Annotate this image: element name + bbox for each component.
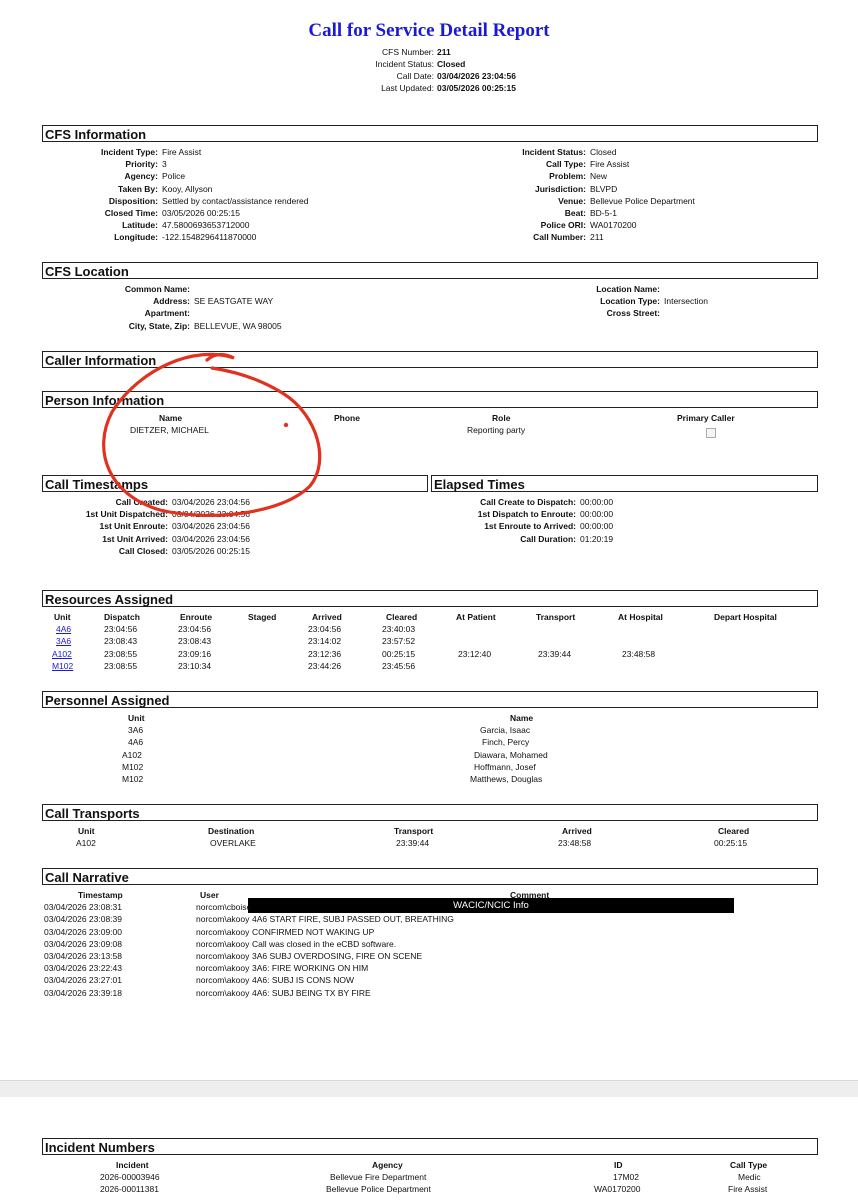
- table-row: [42, 1183, 818, 1195]
- field-value: Police: [162, 171, 186, 182]
- cfs-info-left: [60, 146, 308, 244]
- cell: 23:45:56: [382, 660, 416, 671]
- cell: 4A6 START FIRE, SUBJ PASSED OUT, BREATHING: [252, 914, 454, 925]
- table-row: [42, 761, 818, 773]
- cell: 3A6: FIRE WORKING ON HIM: [252, 963, 369, 974]
- cell: 03/04/2026 23:08:31: [44, 902, 122, 913]
- field-value: Intersection: [664, 296, 708, 307]
- header-label: Incident Status:: [375, 59, 434, 69]
- field-label: Agency:: [124, 171, 158, 182]
- cell: Hoffmann, Josef: [474, 761, 536, 772]
- cell: 4A6: SUBJ IS CONS NOW: [252, 975, 355, 986]
- header-value: Closed: [437, 59, 466, 69]
- table-row: [42, 749, 818, 761]
- header-value: 03/05/2026 00:25:15: [437, 83, 516, 93]
- cell: Call was closed in the eCBD software.: [252, 938, 397, 949]
- col-header: Phone: [334, 413, 360, 423]
- field-value: Bellevue Police Department: [590, 195, 695, 206]
- cell: norcom\akooy: [196, 914, 250, 925]
- cell: 00:25:15: [382, 648, 416, 659]
- cell: 03/04/2026 23:22:43: [44, 963, 122, 974]
- cell: WA0170200: [594, 1184, 641, 1195]
- cell: Matthews, Douglas: [470, 773, 543, 784]
- col-header: Name: [510, 713, 534, 723]
- field-value: Settled by contact/assistance rendered: [162, 195, 309, 206]
- cell: 23:12:36: [308, 648, 342, 659]
- field-value: 01:20:19: [580, 533, 614, 544]
- field-value: 3: [162, 159, 167, 170]
- field-value: -122.1548296411870000: [162, 232, 257, 243]
- field-value: Kooy, Allyson: [162, 183, 213, 194]
- cell: 4A6: SUBJ BEING TX BY FIRE: [252, 987, 371, 998]
- narrative-table-header: [42, 889, 818, 901]
- cell: Garcia, Isaac: [480, 725, 531, 736]
- page-separator: [0, 1080, 858, 1098]
- field-value: 03/04/2026 23:04:56: [172, 509, 250, 520]
- header-label: Call Date:: [396, 71, 434, 81]
- section-call-narrative: Call Narrative: [42, 868, 818, 885]
- unit-link[interactable]: A102: [52, 648, 72, 659]
- field-value: 03/05/2026 00:25:15: [162, 208, 240, 219]
- cell: 23:57:52: [382, 636, 416, 647]
- field-label: Latitude:: [122, 220, 158, 231]
- cell: 03/04/2026 23:27:01: [44, 975, 122, 986]
- field-label: Jurisdiction:: [534, 183, 586, 194]
- field-value: BLVPD: [590, 183, 618, 194]
- col-header: At Patient: [456, 612, 496, 622]
- cell: 3A6 SUBJ OVERDOSING, FIRE ON SCENE: [252, 950, 423, 961]
- table-row: [42, 736, 818, 748]
- field-label: Taken By:: [118, 183, 158, 194]
- cell: OVERLAKE: [210, 838, 256, 849]
- field-value: New: [590, 171, 608, 182]
- cell: 23:39:44: [396, 838, 430, 849]
- field-label: Venue:: [558, 195, 586, 206]
- cell: 23:09:16: [178, 648, 212, 659]
- report-title: Call for Service Detail Report: [308, 20, 550, 41]
- field-value: 47.5800693653712000: [162, 220, 250, 231]
- cell: 03/04/2026 23:09:08: [44, 938, 122, 949]
- table-row: [42, 648, 818, 660]
- table-row: [42, 623, 818, 635]
- cell: Medic: [738, 1172, 761, 1183]
- field-label: Common Name:: [124, 284, 190, 294]
- cell: 4A6: [128, 737, 144, 748]
- field-label: Priority:: [125, 159, 158, 170]
- field-value: 00:00:00: [580, 521, 614, 532]
- cell: norcom\akooy: [196, 963, 250, 974]
- cell: M102: [122, 773, 144, 784]
- field-label: Cross Street:: [606, 308, 660, 319]
- field-value: 03/05/2026 00:25:15: [172, 545, 250, 556]
- field-label: Call Type:: [546, 159, 586, 170]
- field-value: 00:00:00: [580, 509, 614, 520]
- header-value: 211: [437, 47, 451, 57]
- col-header: Staged: [248, 612, 277, 622]
- cell: norcom\akooy: [196, 938, 250, 949]
- table-row: [42, 950, 818, 962]
- person-name: DIETZER, MICHAEL: [130, 425, 209, 436]
- col-header: Cleared: [718, 826, 750, 836]
- field-label: Call Create to Dispatch:: [480, 497, 576, 507]
- cell: 03/04/2026 23:39:18: [44, 987, 122, 998]
- person-table: [42, 412, 818, 436]
- cell: A102: [76, 838, 96, 849]
- transports-table: [42, 825, 818, 849]
- cell: 2026-00011381: [100, 1184, 159, 1195]
- cell: 3A6: [128, 725, 144, 736]
- col-header: Dispatch: [104, 612, 140, 622]
- cell: 23:14:02: [308, 636, 342, 647]
- section-caller-information: Caller Information: [42, 351, 818, 368]
- cell: 2026-00003946: [100, 1172, 160, 1183]
- field-label: Problem:: [549, 171, 586, 182]
- col-header: Transport: [536, 612, 576, 622]
- field-label: Apartment:: [144, 308, 190, 319]
- col-header: User: [200, 890, 219, 900]
- col-header: Unit: [78, 826, 95, 836]
- field-label: Closed Time:: [104, 208, 158, 219]
- field-label: City, State, Zip:: [128, 320, 190, 331]
- field-value: 03/04/2026 23:04:56: [172, 497, 250, 507]
- incident-numbers-table: [42, 1159, 818, 1196]
- field-label: Disposition:: [108, 195, 158, 206]
- col-header: Cleared: [386, 612, 418, 622]
- section-call-timestamps: Call Timestamps: [42, 475, 428, 492]
- field-label: Call Number:: [533, 232, 586, 243]
- incident-table-header: [42, 1159, 818, 1171]
- personnel-table-header: [42, 712, 818, 724]
- col-header: Transport: [394, 826, 434, 836]
- cell: 03/04/2026 23:09:00: [44, 926, 122, 937]
- cell: A102: [122, 749, 142, 760]
- header-label: CFS Number:: [382, 47, 434, 57]
- cell: 03/04/2026 23:08:39: [44, 914, 122, 925]
- table-row: [42, 1171, 818, 1183]
- section-cfs-location: CFS Location: [42, 262, 818, 279]
- cell: 23:08:55: [104, 660, 138, 671]
- field-label: Longitude:: [114, 232, 158, 243]
- col-header: Agency: [372, 1160, 403, 1170]
- redaction-bar: WACIC/NCIC Info: [248, 898, 734, 913]
- table-row: [42, 962, 818, 974]
- transports-table-header: [42, 825, 818, 837]
- col-header: At Hospital: [618, 612, 663, 622]
- cell: norcom\akooy: [196, 975, 250, 986]
- section-resources-assigned: Resources Assigned: [42, 590, 818, 607]
- field-value: WA0170200: [590, 220, 637, 231]
- col-header: Arrived: [562, 826, 592, 836]
- section-cfs-information: CFS Information: [42, 125, 818, 142]
- resources-table-header: [42, 611, 818, 623]
- header-label: Last Updated:: [381, 83, 434, 93]
- field-value: Fire Assist: [162, 147, 202, 157]
- field-value: 211: [590, 232, 604, 243]
- cell: Finch, Percy: [482, 737, 530, 748]
- col-header: Primary Caller: [677, 413, 735, 423]
- col-header: Unit: [54, 612, 71, 622]
- table-row: [42, 913, 818, 925]
- col-header: Role: [492, 413, 511, 423]
- primary-caller-checkbox[interactable]: [706, 428, 716, 438]
- field-value: Closed: [590, 147, 617, 157]
- field-label: Address:: [153, 296, 190, 307]
- field-value: 03/04/2026 23:04:56: [172, 521, 250, 532]
- cell: 23:12:40: [458, 648, 492, 659]
- col-header: Comment: [510, 890, 550, 900]
- field-value: Fire Assist: [590, 159, 630, 170]
- field-label: 1st Unit Enroute:: [99, 521, 168, 532]
- section-elapsed-times: Elapsed Times: [431, 475, 818, 492]
- field-label: Call Duration:: [520, 533, 576, 544]
- field-label: 1st Dispatch to Enroute:: [477, 509, 576, 520]
- cell: M102: [122, 761, 144, 772]
- header-value: 03/04/2026 23:04:56: [437, 71, 516, 81]
- cell: Bellevue Police Department: [326, 1184, 431, 1195]
- cell: 23:04:56: [178, 624, 212, 635]
- col-header: Enroute: [180, 612, 213, 622]
- cell: norcom\cboise: [196, 902, 252, 913]
- table-row: [42, 635, 818, 647]
- col-header: Call Type: [730, 1160, 768, 1170]
- unit-link[interactable]: 4A6: [56, 624, 72, 635]
- field-value: BD-5-1: [590, 208, 617, 219]
- cell: 00:25:15: [714, 838, 748, 849]
- field-label: Call Created:: [115, 497, 168, 507]
- cell: 23:08:43: [178, 636, 212, 647]
- table-row: [42, 926, 818, 938]
- field-label: Location Type:: [600, 296, 660, 307]
- field-label: 1st Unit Dispatched:: [85, 509, 168, 520]
- col-header: Name: [159, 413, 183, 423]
- table-row: [42, 660, 818, 672]
- table-row: [42, 974, 818, 986]
- field-label: Police ORI:: [540, 220, 586, 231]
- report-page-2: [0, 1097, 858, 1200]
- col-header: Incident: [116, 1160, 149, 1170]
- cell: CONFIRMED NOT WAKING UP: [252, 926, 375, 937]
- table-row: [42, 901, 818, 913]
- section-person-information: Person Information: [42, 391, 818, 408]
- elapsed-list: [440, 496, 613, 545]
- resources-table: [42, 611, 818, 672]
- field-label: Incident Type:: [101, 147, 158, 157]
- cell: 17M02: [613, 1172, 639, 1183]
- table-row: [42, 938, 818, 950]
- person-role: Reporting party: [467, 425, 526, 436]
- cell: 23:48:58: [622, 648, 656, 659]
- cell: 23:08:43: [104, 636, 138, 647]
- cfs-location-left: [110, 283, 282, 332]
- cell: norcom\akooy: [196, 926, 250, 937]
- section-personnel-assigned: Personnel Assigned: [42, 691, 818, 708]
- col-header: Unit: [128, 713, 145, 723]
- cell: norcom\akooy: [196, 950, 250, 961]
- cell: Diawara, Mohamed: [474, 749, 548, 760]
- col-header: Timestamp: [78, 890, 123, 900]
- cfs-location-right: [560, 283, 708, 320]
- table-row: [42, 837, 818, 849]
- cell: 23:04:56: [104, 624, 138, 635]
- cell: 23:04:56: [308, 624, 342, 635]
- cell: 23:48:58: [558, 838, 592, 849]
- section-incident-numbers: Incident Numbers: [42, 1138, 818, 1155]
- table-row: [42, 424, 818, 436]
- person-table-header: [42, 412, 818, 424]
- col-header: Destination: [208, 826, 255, 836]
- col-header: Arrived: [312, 612, 342, 622]
- field-value: SE EASTGATE WAY: [194, 296, 274, 307]
- table-row: [42, 724, 818, 736]
- narrative-table: [42, 889, 818, 999]
- field-label: Location Name:: [596, 284, 660, 294]
- field-label: 1st Enroute to Arrived:: [484, 521, 576, 532]
- cfs-info-right: [470, 146, 695, 244]
- cell: 23:40:03: [382, 624, 416, 635]
- timestamps-list: [60, 496, 250, 557]
- cell: norcom\akooy: [196, 987, 250, 998]
- cell: 23:10:34: [178, 660, 212, 671]
- field-value: 03/04/2026 23:04:56: [172, 533, 250, 544]
- field-label: Incident Status:: [522, 147, 586, 157]
- table-row: [42, 987, 818, 999]
- field-value: BELLEVUE, WA 98005: [194, 320, 282, 331]
- cell: Bellevue Fire Department: [330, 1172, 427, 1183]
- cell: 23:08:55: [104, 648, 138, 659]
- field-label: Beat:: [564, 208, 586, 219]
- personnel-table: [42, 712, 818, 785]
- cell: 23:39:44: [538, 648, 572, 659]
- field-label: 1st Unit Arrived:: [102, 533, 168, 544]
- cell: 23:44:26: [308, 660, 342, 671]
- table-row: [42, 773, 818, 785]
- col-header: ID: [614, 1160, 623, 1170]
- unit-link[interactable]: 3A6: [56, 636, 72, 647]
- col-header: Depart Hospital: [714, 612, 777, 622]
- report-header: [300, 46, 580, 94]
- field-label: Call Closed:: [118, 545, 168, 556]
- cell: Fire Assist: [728, 1184, 768, 1195]
- unit-link[interactable]: M102: [52, 660, 74, 671]
- cell: 03/04/2026 23:13:58: [44, 950, 122, 961]
- section-call-transports: Call Transports: [42, 804, 818, 821]
- field-value: 00:00:00: [580, 497, 614, 507]
